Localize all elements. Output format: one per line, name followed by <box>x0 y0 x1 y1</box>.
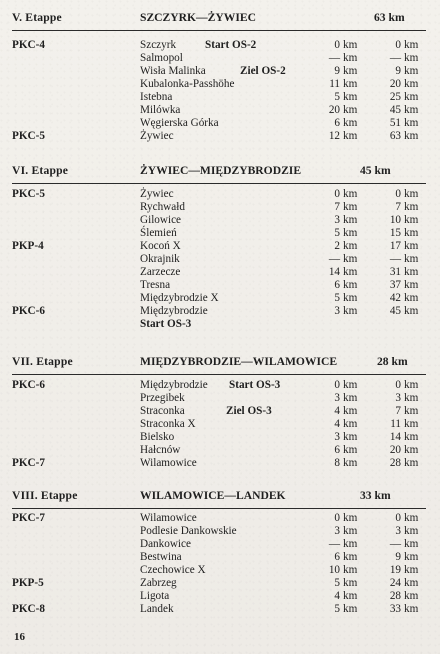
leg-distance: 3 <box>334 214 340 226</box>
leg-distance: — <box>328 253 340 265</box>
leg-unit: km <box>343 444 358 456</box>
leg-distance: 6 <box>334 444 340 456</box>
special-note: Start OS-3 <box>229 379 281 391</box>
leg-distance: 8 <box>334 457 340 469</box>
total-distance: 3 <box>395 525 401 537</box>
leg-distance: 2 <box>334 240 340 252</box>
total-unit: km <box>404 564 419 576</box>
place-name: Międzybrodzie X <box>140 292 219 304</box>
total-distance: — <box>389 52 401 64</box>
total-distance: 3 <box>395 392 401 404</box>
leg-unit: km <box>343 538 358 550</box>
leg-unit: km <box>343 130 358 142</box>
leg-unit: km <box>343 65 358 77</box>
table-row <box>12 105 426 118</box>
stage-route: SZCZYRK—ŻYWIEC <box>140 11 256 24</box>
place-name: Szczyrk <box>140 39 177 51</box>
stage-viii-header <box>12 490 426 509</box>
total-distance: 19 <box>389 564 401 576</box>
leg-distance: — <box>328 538 340 550</box>
stage-v-header <box>12 12 426 31</box>
table-row <box>12 526 426 539</box>
place-name: Gilowice <box>140 214 182 226</box>
leg-unit: km <box>343 590 358 602</box>
leg-distance: — <box>328 52 340 64</box>
stage-route: ŻYWIEC—MIĘDZYBRODZIE <box>140 164 302 177</box>
leg-unit: km <box>343 379 358 391</box>
total-unit: km <box>404 538 419 550</box>
table-row <box>12 241 426 254</box>
leg-unit: km <box>343 39 358 51</box>
place-name: Żywiec <box>140 130 174 142</box>
total-distance: 63 <box>389 130 401 142</box>
control-code: PKC-7 <box>12 512 45 524</box>
place-name: Straconka X <box>140 418 196 430</box>
control-code: PKC-5 <box>12 188 45 200</box>
table-row <box>12 79 426 92</box>
leg-unit: km <box>343 52 358 64</box>
total-distance: — <box>389 538 401 550</box>
place-name: Międzybrodzie <box>140 379 208 391</box>
total-unit: km <box>404 104 419 116</box>
total-unit: km <box>404 392 419 404</box>
total-unit: km <box>404 201 419 213</box>
special-note: Ziel OS-2 <box>240 65 286 77</box>
total-unit: km <box>404 512 419 524</box>
leg-distance: 5 <box>334 227 340 239</box>
total-unit: km <box>404 52 419 64</box>
leg-distance: 11 <box>329 78 340 90</box>
total-distance: 0 <box>395 379 401 391</box>
control-code: PKC-8 <box>12 603 45 615</box>
place-name: Kocoń X <box>140 240 181 252</box>
leg-distance: 4 <box>334 590 340 602</box>
total-unit: km <box>404 39 419 51</box>
leg-unit: km <box>343 405 358 417</box>
table-row <box>12 202 426 215</box>
stage-vi-header <box>12 165 426 184</box>
table-row <box>12 306 426 319</box>
leg-unit: km <box>343 457 358 469</box>
table-row <box>12 40 426 53</box>
place-name: Wisła Malinka <box>140 65 206 77</box>
total-distance: 25 <box>389 91 401 103</box>
table-row <box>12 604 426 617</box>
leg-distance: 4 <box>334 405 340 417</box>
leg-unit: km <box>343 279 358 291</box>
total-distance: 0 <box>395 512 401 524</box>
total-unit: km <box>404 78 419 90</box>
leg-distance: 6 <box>334 117 340 129</box>
stage-distance: 33 km <box>360 489 391 502</box>
total-unit: km <box>404 431 419 443</box>
total-unit: km <box>404 65 419 77</box>
place-name: Zabrzeg <box>140 577 177 589</box>
leg-unit: km <box>343 525 358 537</box>
total-distance: 9 <box>395 551 401 563</box>
leg-unit: km <box>343 188 358 200</box>
table-row <box>12 552 426 565</box>
leg-distance: 5 <box>334 577 340 589</box>
place-name: Straconka <box>140 405 185 417</box>
total-distance: 28 <box>389 590 401 602</box>
control-code: PKC-6 <box>12 379 45 391</box>
total-unit: km <box>404 253 419 265</box>
leg-distance: 14 <box>328 266 340 278</box>
total-distance: 45 <box>389 305 401 317</box>
total-distance: 20 <box>389 78 401 90</box>
leg-unit: km <box>343 551 358 563</box>
total-distance: 37 <box>389 279 401 291</box>
total-distance: 42 <box>389 292 401 304</box>
leg-distance: 0 <box>334 512 340 524</box>
total-distance: 9 <box>395 65 401 77</box>
total-distance: 10 <box>389 214 401 226</box>
total-unit: km <box>404 91 419 103</box>
total-distance: 28 <box>389 457 401 469</box>
table-row <box>12 189 426 202</box>
place-name: Okrajnik <box>140 253 180 265</box>
leg-unit: km <box>343 227 358 239</box>
stage-distance: 63 km <box>374 11 405 24</box>
leg-distance: 7 <box>334 201 340 213</box>
page-number: 16 <box>14 631 25 643</box>
total-unit: km <box>404 117 419 129</box>
place-name: Międzybrodzie <box>140 305 208 317</box>
special-note: Start OS-2 <box>205 39 257 51</box>
leg-unit: km <box>343 603 358 615</box>
total-distance: 20 <box>389 444 401 456</box>
place-name: Salmopol <box>140 52 183 64</box>
place-name: Milówka <box>140 104 181 116</box>
table-row <box>12 254 426 267</box>
place-name: Hałcnów <box>140 444 181 456</box>
stage-title: VII. Etappe <box>12 355 73 368</box>
leg-unit: km <box>343 512 358 524</box>
place-name: Zarzecze <box>140 266 181 278</box>
stage-title: VIII. Etappe <box>12 489 78 502</box>
table-row <box>12 380 426 393</box>
leg-distance: 9 <box>334 65 340 77</box>
leg-distance: 0 <box>334 39 340 51</box>
stage-title: V. Etappe <box>12 11 62 24</box>
leg-distance: 5 <box>334 292 340 304</box>
leg-unit: km <box>343 418 358 430</box>
leg-unit: km <box>343 117 358 129</box>
place-name: Landek <box>140 603 174 615</box>
total-unit: km <box>404 457 419 469</box>
table-row <box>12 432 426 445</box>
total-unit: km <box>404 214 419 226</box>
total-distance: 11 <box>390 418 401 430</box>
total-unit: km <box>404 279 419 291</box>
total-unit: km <box>404 577 419 589</box>
place-name: Tresna <box>140 279 171 291</box>
table-row <box>12 215 426 228</box>
place-name: Istebna <box>140 91 173 103</box>
leg-distance: 10 <box>328 564 340 576</box>
total-distance: 33 <box>389 603 401 615</box>
stage-title: VI. Etappe <box>12 164 69 177</box>
stage-start-note: Start OS-3 <box>140 318 192 330</box>
total-unit: km <box>404 379 419 391</box>
total-distance: 24 <box>389 577 401 589</box>
place-name: Czechowice X <box>140 564 206 576</box>
control-code: PKC-6 <box>12 305 45 317</box>
leg-distance: 6 <box>334 279 340 291</box>
place-name: Dankowice <box>140 538 191 550</box>
leg-distance: 5 <box>334 603 340 615</box>
place-name: Ślemień <box>140 227 177 239</box>
leg-unit: km <box>343 104 358 116</box>
total-unit: km <box>404 525 419 537</box>
leg-unit: km <box>343 392 358 404</box>
place-name: Żywiec <box>140 188 174 200</box>
control-code: PKC-7 <box>12 457 45 469</box>
control-code: PKP-4 <box>12 240 44 252</box>
table-row <box>12 267 426 280</box>
table-row <box>12 419 426 432</box>
leg-unit: km <box>343 240 358 252</box>
special-note: Ziel OS-3 <box>226 405 272 417</box>
stage-vii-header <box>12 356 426 375</box>
total-distance: 51 <box>389 117 401 129</box>
total-distance: 0 <box>395 39 401 51</box>
leg-unit: km <box>343 91 358 103</box>
control-code: PKC-5 <box>12 130 45 142</box>
leg-unit: km <box>343 564 358 576</box>
leg-distance: 3 <box>334 392 340 404</box>
table-row <box>12 458 426 471</box>
place-name: Węgierska Górka <box>140 117 219 129</box>
leg-distance: 3 <box>334 525 340 537</box>
total-unit: km <box>404 603 419 615</box>
table-row <box>12 118 426 131</box>
leg-distance: 3 <box>334 431 340 443</box>
total-unit: km <box>404 418 419 430</box>
leg-distance: 12 <box>328 130 340 142</box>
total-distance: 0 <box>395 188 401 200</box>
leg-unit: km <box>343 292 358 304</box>
leg-distance: 4 <box>334 418 340 430</box>
total-unit: km <box>404 444 419 456</box>
total-unit: km <box>404 405 419 417</box>
table-row <box>12 53 426 66</box>
leg-distance: 5 <box>334 91 340 103</box>
leg-unit: km <box>343 214 358 226</box>
total-unit: km <box>404 188 419 200</box>
leg-distance: 20 <box>328 104 340 116</box>
leg-unit: km <box>343 577 358 589</box>
table-row <box>12 445 426 458</box>
place-name: Wilamowice <box>140 457 197 469</box>
leg-unit: km <box>343 78 358 90</box>
total-distance: 15 <box>389 227 401 239</box>
leg-unit: km <box>343 201 358 213</box>
total-unit: km <box>404 266 419 278</box>
total-distance: 17 <box>389 240 401 252</box>
table-row <box>12 280 426 293</box>
total-unit: km <box>404 305 419 317</box>
place-name: Ligota <box>140 590 170 602</box>
total-unit: km <box>404 130 419 142</box>
table-row <box>12 406 426 419</box>
place-name: Kubalonka-Passhöhe <box>140 78 235 90</box>
place-name: Podlesie Dankowskie <box>140 525 237 537</box>
total-unit: km <box>404 551 419 563</box>
total-unit: km <box>404 227 419 239</box>
control-code: PKP-5 <box>12 577 44 589</box>
table-row <box>12 228 426 241</box>
place-name: Wilamowice <box>140 512 197 524</box>
table-row <box>12 92 426 105</box>
total-distance: 14 <box>389 431 401 443</box>
leg-distance: 6 <box>334 551 340 563</box>
stage-distance: 28 km <box>377 355 408 368</box>
stage-route: MIĘDZYBRODZIE—WILAMOWICE <box>140 355 338 368</box>
table-row <box>12 131 426 144</box>
leg-unit: km <box>343 253 358 265</box>
table-row <box>12 393 426 406</box>
stage-distance: 45 km <box>360 164 391 177</box>
stage-route: WILAMOWICE—LANDEK <box>140 489 286 502</box>
total-distance: 45 <box>389 104 401 116</box>
total-unit: km <box>404 240 419 252</box>
place-name: Rychwałd <box>140 201 185 213</box>
place-name: Przegibek <box>140 392 185 404</box>
leg-distance: 0 <box>334 379 340 391</box>
place-name: Bielsko <box>140 431 175 443</box>
total-unit: km <box>404 292 419 304</box>
leg-unit: km <box>343 305 358 317</box>
place-name: Bestwina <box>140 551 182 563</box>
total-unit: km <box>404 590 419 602</box>
table-row <box>12 293 426 306</box>
table-row <box>12 591 426 604</box>
table-row <box>12 565 426 578</box>
table-row <box>12 578 426 591</box>
leg-distance: 3 <box>334 305 340 317</box>
leg-unit: km <box>343 266 358 278</box>
leg-distance: 0 <box>334 188 340 200</box>
table-row <box>12 539 426 552</box>
total-distance: — <box>389 253 401 265</box>
total-distance: 7 <box>395 201 401 213</box>
control-code: PKC-4 <box>12 39 45 51</box>
leg-unit: km <box>343 431 358 443</box>
total-distance: 7 <box>395 405 401 417</box>
total-distance: 31 <box>389 266 401 278</box>
